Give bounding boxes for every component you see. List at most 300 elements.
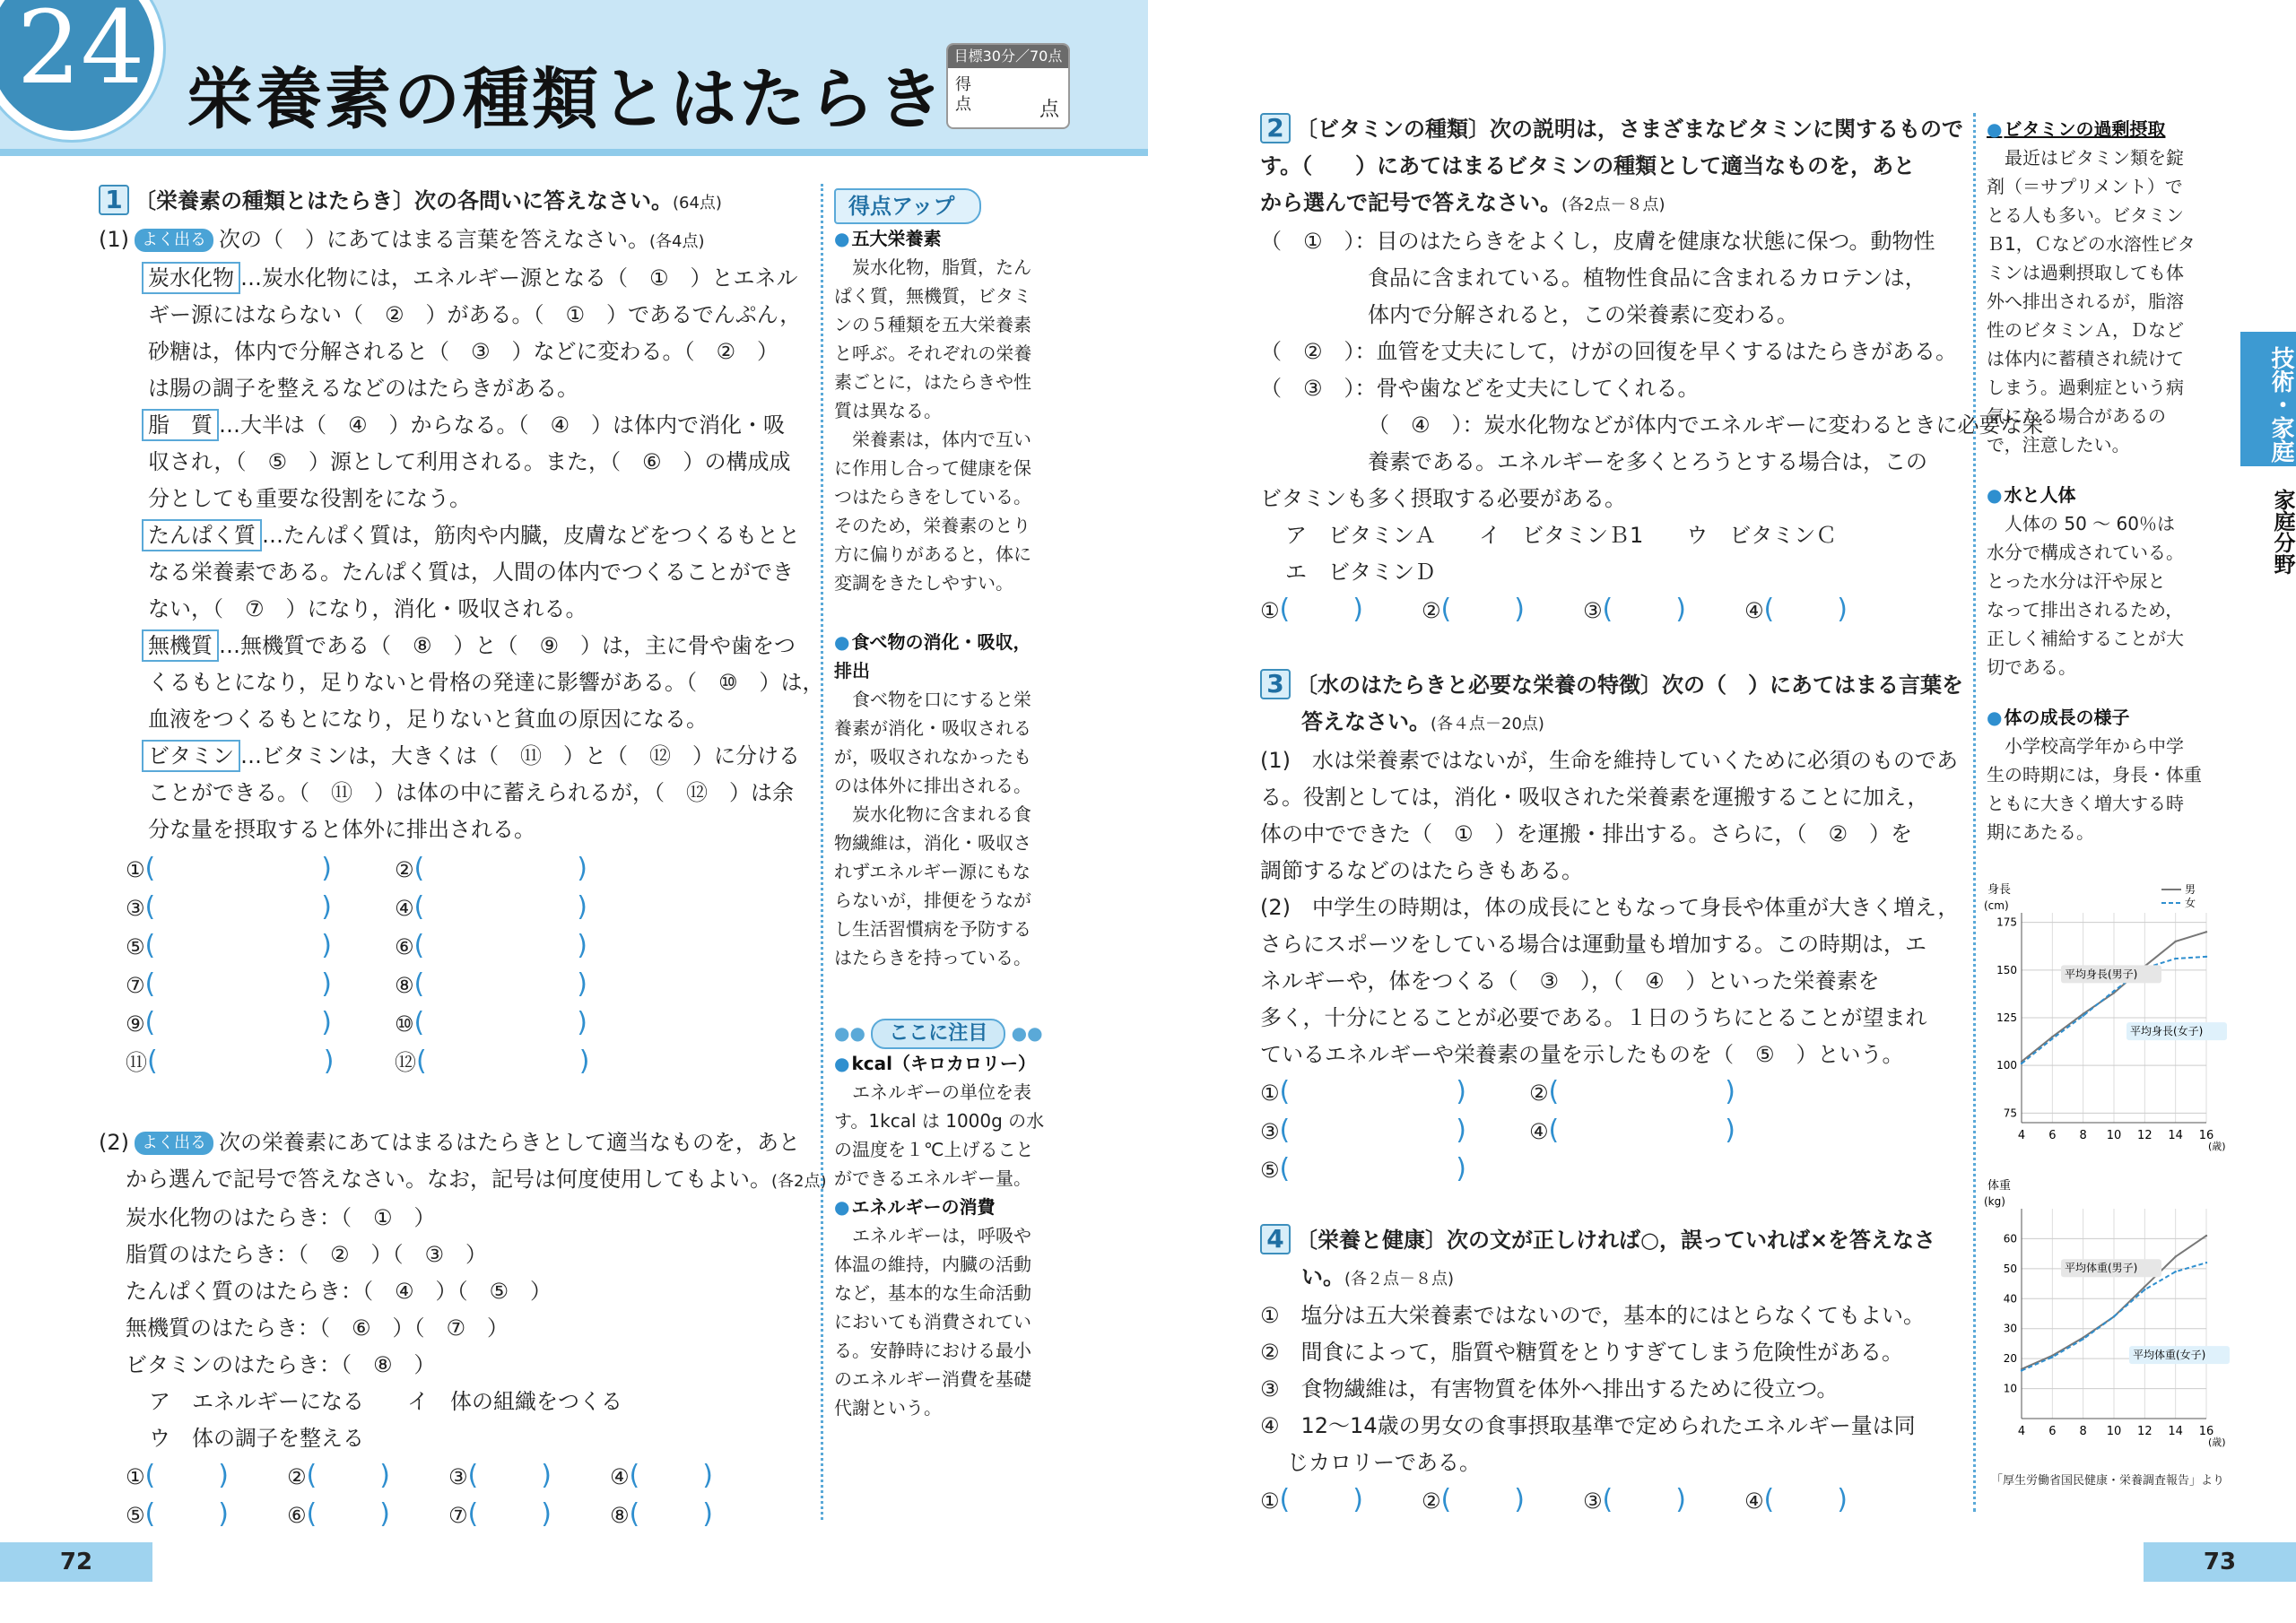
sidebar-line: しまう。過剰症という病: [1987, 377, 2184, 398]
y-tick-label: 100: [1996, 1059, 2017, 1072]
data-point: [2021, 1369, 2022, 1371]
sidebar-line: ぱく質，無機質，ビタミ: [834, 285, 1031, 307]
sidebar-line: のは体外に排出される。: [834, 775, 1031, 796]
y-tick-label: 50: [2003, 1262, 2017, 1275]
sidebar-line: Ｂ1，Ｃなどの水溶性ビタ: [1987, 233, 2196, 255]
y-tick-label: 125: [1996, 1011, 2017, 1024]
bracket-close: ): [323, 1046, 335, 1077]
sidebar-line: など，基本的な生命活動: [834, 1282, 1031, 1304]
sidebar-line: 水分で構成されている。: [1987, 542, 2184, 563]
sidebar-heading: ● 食べ物の消化・吸収，: [834, 628, 1044, 656]
answer-slot: [126, 889, 395, 927]
bracket-open: (: [1763, 1484, 1775, 1515]
answer-number: ①: [1260, 1488, 1280, 1514]
answer-slot: [1583, 591, 1744, 629]
sidebar-line: で，注意したい。: [1987, 434, 2130, 456]
bracket-close: ): [321, 853, 332, 884]
annotation-label: 平均身長(女子): [2130, 1025, 2204, 1038]
subject-tab: 技術・家庭: [2240, 332, 2296, 466]
sidebar-heading-cont: 排出: [834, 660, 870, 681]
chart-source: 「厚生労働省国民健康・栄養調査報告」より: [1991, 1474, 2225, 1488]
bracket-close: ): [577, 930, 587, 961]
answer-slot: [395, 1004, 628, 1043]
answer-number: ④: [1744, 1488, 1764, 1514]
x-tick-label: 16: [2198, 1129, 2214, 1142]
answer-number: ②: [1529, 1081, 1549, 1106]
header-rule: [0, 149, 1148, 156]
bracket-open: (: [1279, 594, 1291, 625]
q1-line: [99, 370, 827, 407]
q1-heading: 1 〔栄養素の種類とはたらき〕次の各問いに答えなさい。(64点): [99, 183, 827, 221]
sidebar-body: [1987, 143, 2202, 459]
bracket-open: (: [1279, 1076, 1291, 1107]
answer-number: ③: [1583, 598, 1603, 623]
sidebar-line: エネルギーの単位を表: [852, 1081, 1031, 1103]
sidebar-line: が，吸収されなかったも: [834, 746, 1031, 768]
bracket-close: ): [321, 891, 332, 923]
bracket-close: ): [1352, 1484, 1363, 1515]
q2-heading: [1260, 111, 2044, 223]
bracket-open: (: [144, 1007, 156, 1038]
q2-items: [1260, 223, 2044, 517]
q1-line: [99, 297, 827, 334]
data-point: [2174, 1271, 2176, 1272]
answer-number: ⑨: [126, 1011, 145, 1037]
data-point: [2174, 958, 2176, 959]
sidebar-line: 食べ物を口にすると栄: [852, 689, 1031, 710]
bracket-close: ): [1837, 594, 1848, 625]
q1-part2-item: ビタミンのはたらき：（ ⑧ ）: [126, 1352, 436, 1377]
q1-line: [99, 664, 827, 701]
answer-slot: [610, 1457, 771, 1496]
score-label: 得 点: [955, 75, 971, 114]
q1-part1-body: [99, 260, 827, 848]
answer-row: [1260, 1481, 1935, 1520]
sidebar-divider: [1973, 113, 1976, 1512]
points: (各2点－８点): [1561, 195, 1665, 214]
answer-slot: [1422, 1481, 1583, 1520]
q3-line: (2) 中学生の時期は，体の成長にともなって身長や体重が大きく増え，: [1260, 895, 1960, 920]
q1-part2-item: 脂質のはたらき：（ ② ）（ ③ ）: [126, 1242, 488, 1267]
answer-slot: [395, 889, 628, 927]
question-number: 2: [1260, 113, 1291, 143]
answer-slot: [448, 1457, 610, 1496]
bracket-close: ): [577, 891, 587, 923]
sidebar-heading: ● 五大栄養素: [834, 224, 1044, 253]
y-axis-unit: (kg): [1984, 1195, 2005, 1208]
line-text: くるもとになり，足りないと骨格の発達に影響がある。（ ⑩ ）は，: [148, 670, 824, 695]
q1-line: [99, 334, 827, 370]
answer-slot: [448, 1496, 610, 1534]
keyword-box: 脂 質: [142, 409, 219, 441]
bracket-open: (: [144, 853, 156, 884]
line-text: なる栄養素である。たんぱく質は，人間の体内でつくることができ: [148, 560, 794, 585]
keyword-box: たんぱく質: [142, 519, 262, 551]
answer-number: ①: [126, 857, 145, 882]
sidebar-body: [1987, 509, 2202, 681]
answer-slot: [1744, 1481, 1906, 1520]
answer-number: ①: [126, 1464, 145, 1489]
bracket-close: ): [1456, 1076, 1466, 1107]
answer-row: [99, 1004, 827, 1043]
line-text: …無機質である（ ⑧ ）と（ ⑨ ）は，主に骨や歯をつ: [219, 633, 796, 658]
bracket-close: ): [218, 1460, 229, 1491]
sidebar-line: ンの５種類を五大栄養素: [834, 314, 1031, 335]
q1-line: [99, 738, 827, 775]
x-tick-label: 8: [2079, 1129, 2087, 1142]
sidebar-line: は体内に蓄積され続けて: [1987, 348, 2184, 369]
x-tick-label: 12: [2137, 1425, 2152, 1438]
keyword-box: 炭水化物: [142, 262, 240, 294]
height-growth-chart: [1982, 881, 2242, 1159]
line-text: …ビタミンは，大きくは（ ⑪ ）と（ ⑫ ）に分ける: [240, 743, 800, 768]
answer-number: ⑧: [395, 973, 414, 998]
sidebar-line: 変調をきたしやすい。: [834, 572, 1013, 594]
answer-number: ④: [395, 896, 414, 921]
sidebar-line: 剤（＝サプリメント）で: [1987, 176, 2183, 197]
bracket-open: (: [147, 1046, 158, 1077]
sidebar-body: [834, 1078, 1044, 1193]
line-text: …大半は（ ④ ）からなる。（ ④ ）は体内で消化・吸: [219, 412, 786, 438]
score-up-banner: 得点アップ: [834, 188, 981, 224]
data-point: [2021, 1063, 2022, 1064]
q3-answers: [1260, 1073, 1963, 1189]
answer-number: ⑦: [448, 1503, 468, 1528]
subject-subtab: 家庭分野: [2270, 489, 2295, 575]
sidebar-line: 人体の 50 ～ 60％は: [2005, 513, 2175, 534]
x-tick-label: 4: [2017, 1425, 2026, 1438]
answer-number: ④: [1744, 598, 1764, 623]
bracket-close: ): [218, 1498, 229, 1530]
answer-slot: [126, 927, 395, 966]
q1-line: [99, 407, 827, 444]
y-tick-label: 30: [2003, 1322, 2017, 1335]
bracket-open: (: [1440, 594, 1452, 625]
bracket-open: (: [306, 1460, 317, 1491]
answer-slot: [1744, 591, 1906, 629]
bracket-open: (: [1602, 1484, 1613, 1515]
data-point: [2144, 1286, 2145, 1288]
answer-slot: [395, 966, 628, 1004]
answer-slot: [126, 1457, 287, 1496]
x-tick-label: 10: [2106, 1425, 2122, 1438]
sidebar-line: 栄養素は，体内で互い: [834, 429, 1031, 450]
unit-number-badge: 24: [0, 0, 163, 140]
q4-heading-cont: い。(各２点－８点): [1301, 1264, 1455, 1289]
sidebar-body: [834, 253, 1044, 597]
data-point: [2051, 1036, 2053, 1037]
sidebar-line: 正しく補給することが大: [1987, 628, 2184, 649]
x-tick-label: 8: [2079, 1425, 2087, 1438]
q1-part1-stem: (1) よく出る 次の（ ）にあてはまる言葉を答えなさい。(各4点): [99, 227, 705, 252]
sidebar-line: 養素が消化・吸収される: [834, 717, 1031, 739]
data-point: [2174, 941, 2176, 942]
q1-part2-options: ア エネルギーになる イ 体の組織をつくる ウ 体の調子を整える: [149, 1389, 622, 1451]
x-tick-label: 14: [2168, 1129, 2183, 1142]
sidebar-line: ミンは過剰摂取しても体: [1987, 262, 2184, 283]
data-point: [2205, 956, 2207, 958]
answer-number: ③: [1583, 1488, 1603, 1514]
q2-answers: [1260, 591, 2044, 629]
bracket-close: ): [702, 1498, 713, 1530]
q2-heading-text: す。（ ）にあてはまるビタミンの種類として適当なものを，あと: [1260, 153, 1916, 178]
x-tick-label: 10: [2106, 1129, 2122, 1142]
answer-number: ⑩: [395, 1011, 414, 1037]
q1-line: [99, 775, 827, 812]
q2-item: 食品に含まれている。植物性食品に含まれるカロテンは，: [1368, 265, 1926, 291]
sidebar-heading: ● エネルギーの消費: [834, 1193, 1044, 1221]
answer-slot: [1260, 1112, 1529, 1150]
q1-part2-answers: [99, 1457, 827, 1534]
bracket-close: ): [1456, 1153, 1466, 1185]
sidebar-line: なって排出されるため，: [1987, 599, 2184, 621]
sidebar-heading: ● ビタミンの過剰摂取: [1987, 115, 2202, 143]
bracket-open: (: [629, 1460, 640, 1491]
sidebar-line: 外へ排出されるが，脂溶: [1987, 291, 2184, 312]
answer-number: ⑤: [126, 934, 145, 959]
sidebar-line: そのため，栄養素のとり: [834, 515, 1031, 536]
data-point: [2113, 990, 2115, 992]
answer-slot: [126, 966, 395, 1004]
sidebar-line: 質は異なる。: [834, 400, 942, 421]
q2-item: 体内で分解されると，この栄養素に変わる。: [1368, 302, 1798, 327]
q4-heading: 4 〔栄養と健康〕次の文が正しければ○，誤っていれば×を答えなさ: [1260, 1222, 1935, 1259]
q3-line: 多く，十分にとることが必要である。１日のうちにとることが望まれ: [1260, 1005, 1927, 1030]
q1-line: [99, 591, 827, 628]
bracket-close: ): [1352, 594, 1363, 625]
bracket-open: (: [1440, 1484, 1452, 1515]
q1-part2-stem: (2) よく出る 次の栄養素にあてはまるはたらきとして適当なものを，あと: [99, 1130, 800, 1155]
y-axis-unit: (cm): [1984, 899, 2009, 912]
bracket-close: ): [1837, 1484, 1848, 1515]
bracket-open: (: [413, 891, 425, 923]
page-title: 栄養素の種類とはたらき: [187, 61, 946, 138]
answer-slot: [1422, 591, 1583, 629]
bracket-open: (: [467, 1460, 479, 1491]
annotation-label: 平均体重(男子): [2065, 1262, 2138, 1275]
line-text: …炭水化物には，エネルギー源となる（ ① ）とエネル: [240, 265, 798, 291]
answer-slot: [1260, 1073, 1529, 1112]
legend-female-label: 女: [2185, 897, 2196, 909]
line-text: 砂糖は，体内で分解されると（ ③ ）などに変わる。（ ② ）: [148, 339, 779, 364]
answer-number: ⑥: [287, 1503, 307, 1528]
sidebar-line: 生の時期には，身長・体重: [1987, 764, 2202, 785]
question-2: [1260, 111, 2044, 629]
data-point: [2174, 1255, 2176, 1257]
answer-number: ②: [395, 857, 414, 882]
bracket-open: (: [1279, 1115, 1291, 1146]
answer-slot: [1260, 1150, 1529, 1189]
answer-number: ③: [126, 896, 145, 921]
answer-number: ⑫: [395, 1050, 416, 1075]
bracket-close: ): [321, 968, 332, 1000]
sidebar-line: 炭水化物，脂質，たん: [852, 256, 1031, 278]
answer-row: [99, 966, 827, 1004]
bracket-open: (: [306, 1498, 317, 1530]
answer-slot: [1260, 1481, 1422, 1520]
bracket-open: (: [416, 1046, 427, 1077]
question-3: [1260, 667, 1963, 1189]
q2-item: （ ③ ）：骨や歯などを丈夫にしてくれる。: [1260, 376, 1700, 401]
q2-heading-line: [1260, 185, 2044, 223]
sidebar-line: と呼ぶ。それぞれの栄養: [834, 343, 1032, 364]
line-text: ギー源にはならない（ ② ）がある。（ ① ）であるでんぷん，: [148, 302, 802, 327]
y-tick-label: 60: [2003, 1232, 2017, 1245]
sidebar-line: 物繊維は，消化・吸収さ: [834, 832, 1031, 854]
q4-item: ① 塩分は五大栄養素ではないので，基本的にはとらなくてもよい。: [1260, 1303, 1926, 1328]
bracket-open: (: [413, 968, 425, 1000]
answer-number: ⑧: [610, 1503, 630, 1528]
answer-row: [1260, 1112, 1963, 1150]
bracket-open: (: [144, 1460, 156, 1491]
sidebar-line: つはたらきをしている。: [834, 486, 1031, 508]
answer-slot: [610, 1496, 771, 1534]
answer-slot: [287, 1496, 448, 1534]
answer-number: ①: [1260, 1081, 1280, 1106]
bracket-close: ): [1675, 1484, 1686, 1515]
x-tick-label: 16: [2198, 1425, 2214, 1438]
q4-item: ④ 12～14歳の男女の食事摂取基準で定められたエネルギー量は同: [1260, 1413, 1916, 1438]
y-tick-label: 10: [2003, 1382, 2017, 1395]
q3-line: ているエネルギーや栄養素の量を示したものを（ ⑤ ）という。: [1260, 1042, 1904, 1067]
q1-line: [99, 481, 827, 517]
line-text: ない，（ ⑦ ）になり，消化・吸収される。: [148, 596, 587, 621]
data-point: [2082, 1338, 2083, 1340]
q1-answer-grid: [99, 850, 827, 1081]
line-text: 血液をつくるもとになり，足りないと貧血の原因になる。: [148, 707, 708, 732]
answer-row: [99, 1043, 827, 1081]
page-number: 73: [2144, 1542, 2296, 1582]
right-sidebar: [1987, 115, 2202, 846]
q1-line: [99, 628, 827, 664]
x-axis-unit: (歳): [2208, 1436, 2226, 1448]
bracket-close: ): [379, 1498, 390, 1530]
right-page: [1148, 0, 2296, 1623]
answer-number: ②: [1422, 598, 1441, 623]
sidebar-line: の温度を１℃上げること: [834, 1139, 1034, 1160]
q4-item: ③ 食物繊維は，有害物質を体外へ排出するために役立つ。: [1260, 1376, 1839, 1402]
sidebar-line: れずエネルギー源にもな: [834, 861, 1031, 882]
bracket-open: (: [144, 968, 156, 1000]
answer-row: [99, 889, 827, 927]
bracket-open: (: [1548, 1076, 1560, 1107]
bracket-close: ): [1725, 1076, 1735, 1107]
q4-item: ② 間食によって，脂質や糖質をとりすぎてしまう危険性がある。: [1260, 1340, 1904, 1365]
sidebar-line: のエネルギー消費を基礎: [834, 1368, 1031, 1390]
sidebar-line: らないが，排便をうなが: [834, 890, 1031, 911]
line-text: 分としても重要な役割をになう。: [148, 486, 471, 511]
answer-slot: [395, 850, 628, 889]
sidebar-body: [834, 685, 1044, 972]
bracket-open: (: [1602, 594, 1613, 625]
bracket-open: (: [144, 930, 156, 961]
q3-line: る。役割としては，消化・吸収された栄養素を運搬することに加え，: [1260, 785, 1929, 810]
bracket-open: (: [467, 1498, 479, 1530]
sidebar-heading: ● kcal（キロカロリー）: [834, 1049, 1044, 1078]
bracket-close: ): [1456, 1115, 1466, 1146]
q1-line: [99, 554, 827, 591]
q2-item: ビタミンも多く摂取する必要がある。: [1260, 486, 1626, 511]
data-point: [2205, 931, 2207, 933]
bracket-close: ): [577, 853, 587, 884]
focus-pill: ここに注目: [871, 1019, 1005, 1049]
sidebar-line: 体温の維持，内臓の活動: [834, 1254, 1031, 1275]
answer-number: ⑪: [126, 1050, 147, 1075]
answer-number: ⑤: [1260, 1158, 1280, 1183]
q1-line: [99, 812, 827, 848]
answer-row: [1260, 1150, 1963, 1189]
answer-slot: [1529, 1112, 1798, 1150]
q1-line: [99, 517, 827, 554]
sidebar-heading: ● 体の成長の様子: [1987, 703, 2202, 732]
line-text: 分な量を摂取すると体外に排出される。: [148, 817, 535, 842]
answer-row: [99, 850, 827, 889]
bracket-open: (: [413, 1007, 425, 1038]
sidebar-line: 素ごとに，はたらきや性: [834, 371, 1031, 393]
q1-part2-item: 無機質のはたらき：（ ⑥ ）（ ⑦ ）: [126, 1315, 509, 1341]
bracket-close: ): [577, 968, 587, 1000]
bracket-close: ): [702, 1460, 713, 1491]
line-text: 収され，（ ⑤ ）源として利用される。また，（ ⑥ ）の構成成: [148, 449, 791, 474]
data-point: [2205, 1262, 2207, 1263]
sidebar-line: 切である。: [1987, 656, 2076, 678]
answer-row: [1260, 1073, 1963, 1112]
bracket-open: (: [413, 930, 425, 961]
bracket-close: ): [577, 1007, 587, 1038]
q1-part2-item: たんぱく質のはたらき：（ ④ ）（ ⑤ ）: [126, 1279, 552, 1304]
q2-heading-line: [1260, 148, 2044, 185]
bracket-close: ): [541, 1460, 552, 1491]
q4-answers: [1260, 1481, 1935, 1520]
answer-number: ②: [1422, 1488, 1441, 1514]
keyword-box: ビタミン: [142, 740, 240, 772]
y-tick-label: 20: [2003, 1352, 2017, 1366]
bracket-close: ): [578, 1046, 590, 1077]
q4-item: じカロリーである。: [1287, 1450, 1481, 1475]
sidebar-divider: [821, 184, 823, 1520]
q2-item: （ ② ）：血管を丈夫にして，けがの回復を早くするはたらきがある。: [1260, 339, 1958, 364]
q2-item: （ ① ）：目のはたらきをよくし，皮膚を健康な状態に保つ。動物性: [1260, 229, 1935, 254]
q3-line: (1) 水は栄養素ではないが，生命を維持していくために必須のものであ: [1260, 748, 1958, 773]
y-tick-label: 75: [2003, 1107, 2017, 1120]
bracket-open: (: [629, 1498, 640, 1530]
sidebar-line: とった水分は汗や尿と: [1987, 570, 2166, 592]
answer-slot: [126, 850, 395, 889]
data-point: [2051, 1037, 2053, 1039]
answer-row: [99, 1457, 827, 1496]
q1-line: [99, 444, 827, 481]
sidebar-line: はたらきを持っている。: [834, 947, 1031, 968]
sidebar-line: 小学校高学年から中学: [2005, 735, 2184, 757]
q2-heading-text: から選んで記号で答えなさい。: [1260, 190, 1561, 215]
sidebar-body: [1987, 732, 2202, 846]
bracket-close: ): [1725, 1115, 1735, 1146]
q2-heading-line: [1260, 111, 2044, 148]
score-target: 目標30分／70点: [948, 45, 1068, 68]
q4-items: [1260, 1298, 1935, 1481]
q1-part2-items: [99, 1200, 827, 1384]
chart-title: 身長: [1987, 883, 2012, 897]
sidebar-line: 方に偏りがあると，体に: [834, 543, 1031, 565]
sidebar-line: ともに大きく増大する時: [1987, 793, 2184, 814]
bracket-close: ): [1514, 594, 1525, 625]
bracket-open: (: [144, 1498, 156, 1530]
q2-item: （ ④ ）：炭水化物などが体内でエネルギーに変わるときに必要な栄: [1368, 412, 2044, 438]
question-4: [1260, 1222, 1935, 1520]
q3-line: ネルギーや，体をつくる（ ③ ），（ ④ ）といった栄養素を: [1260, 968, 1880, 994]
line-text: …たんぱく質は，筋肉や内臓，皮膚などをつくるもとと: [262, 523, 800, 548]
q2-options: ア ビタミンＡ イ ビタミンＢ1 ウ ビタミンＣ エ ビタミンＤ: [1285, 523, 1838, 585]
